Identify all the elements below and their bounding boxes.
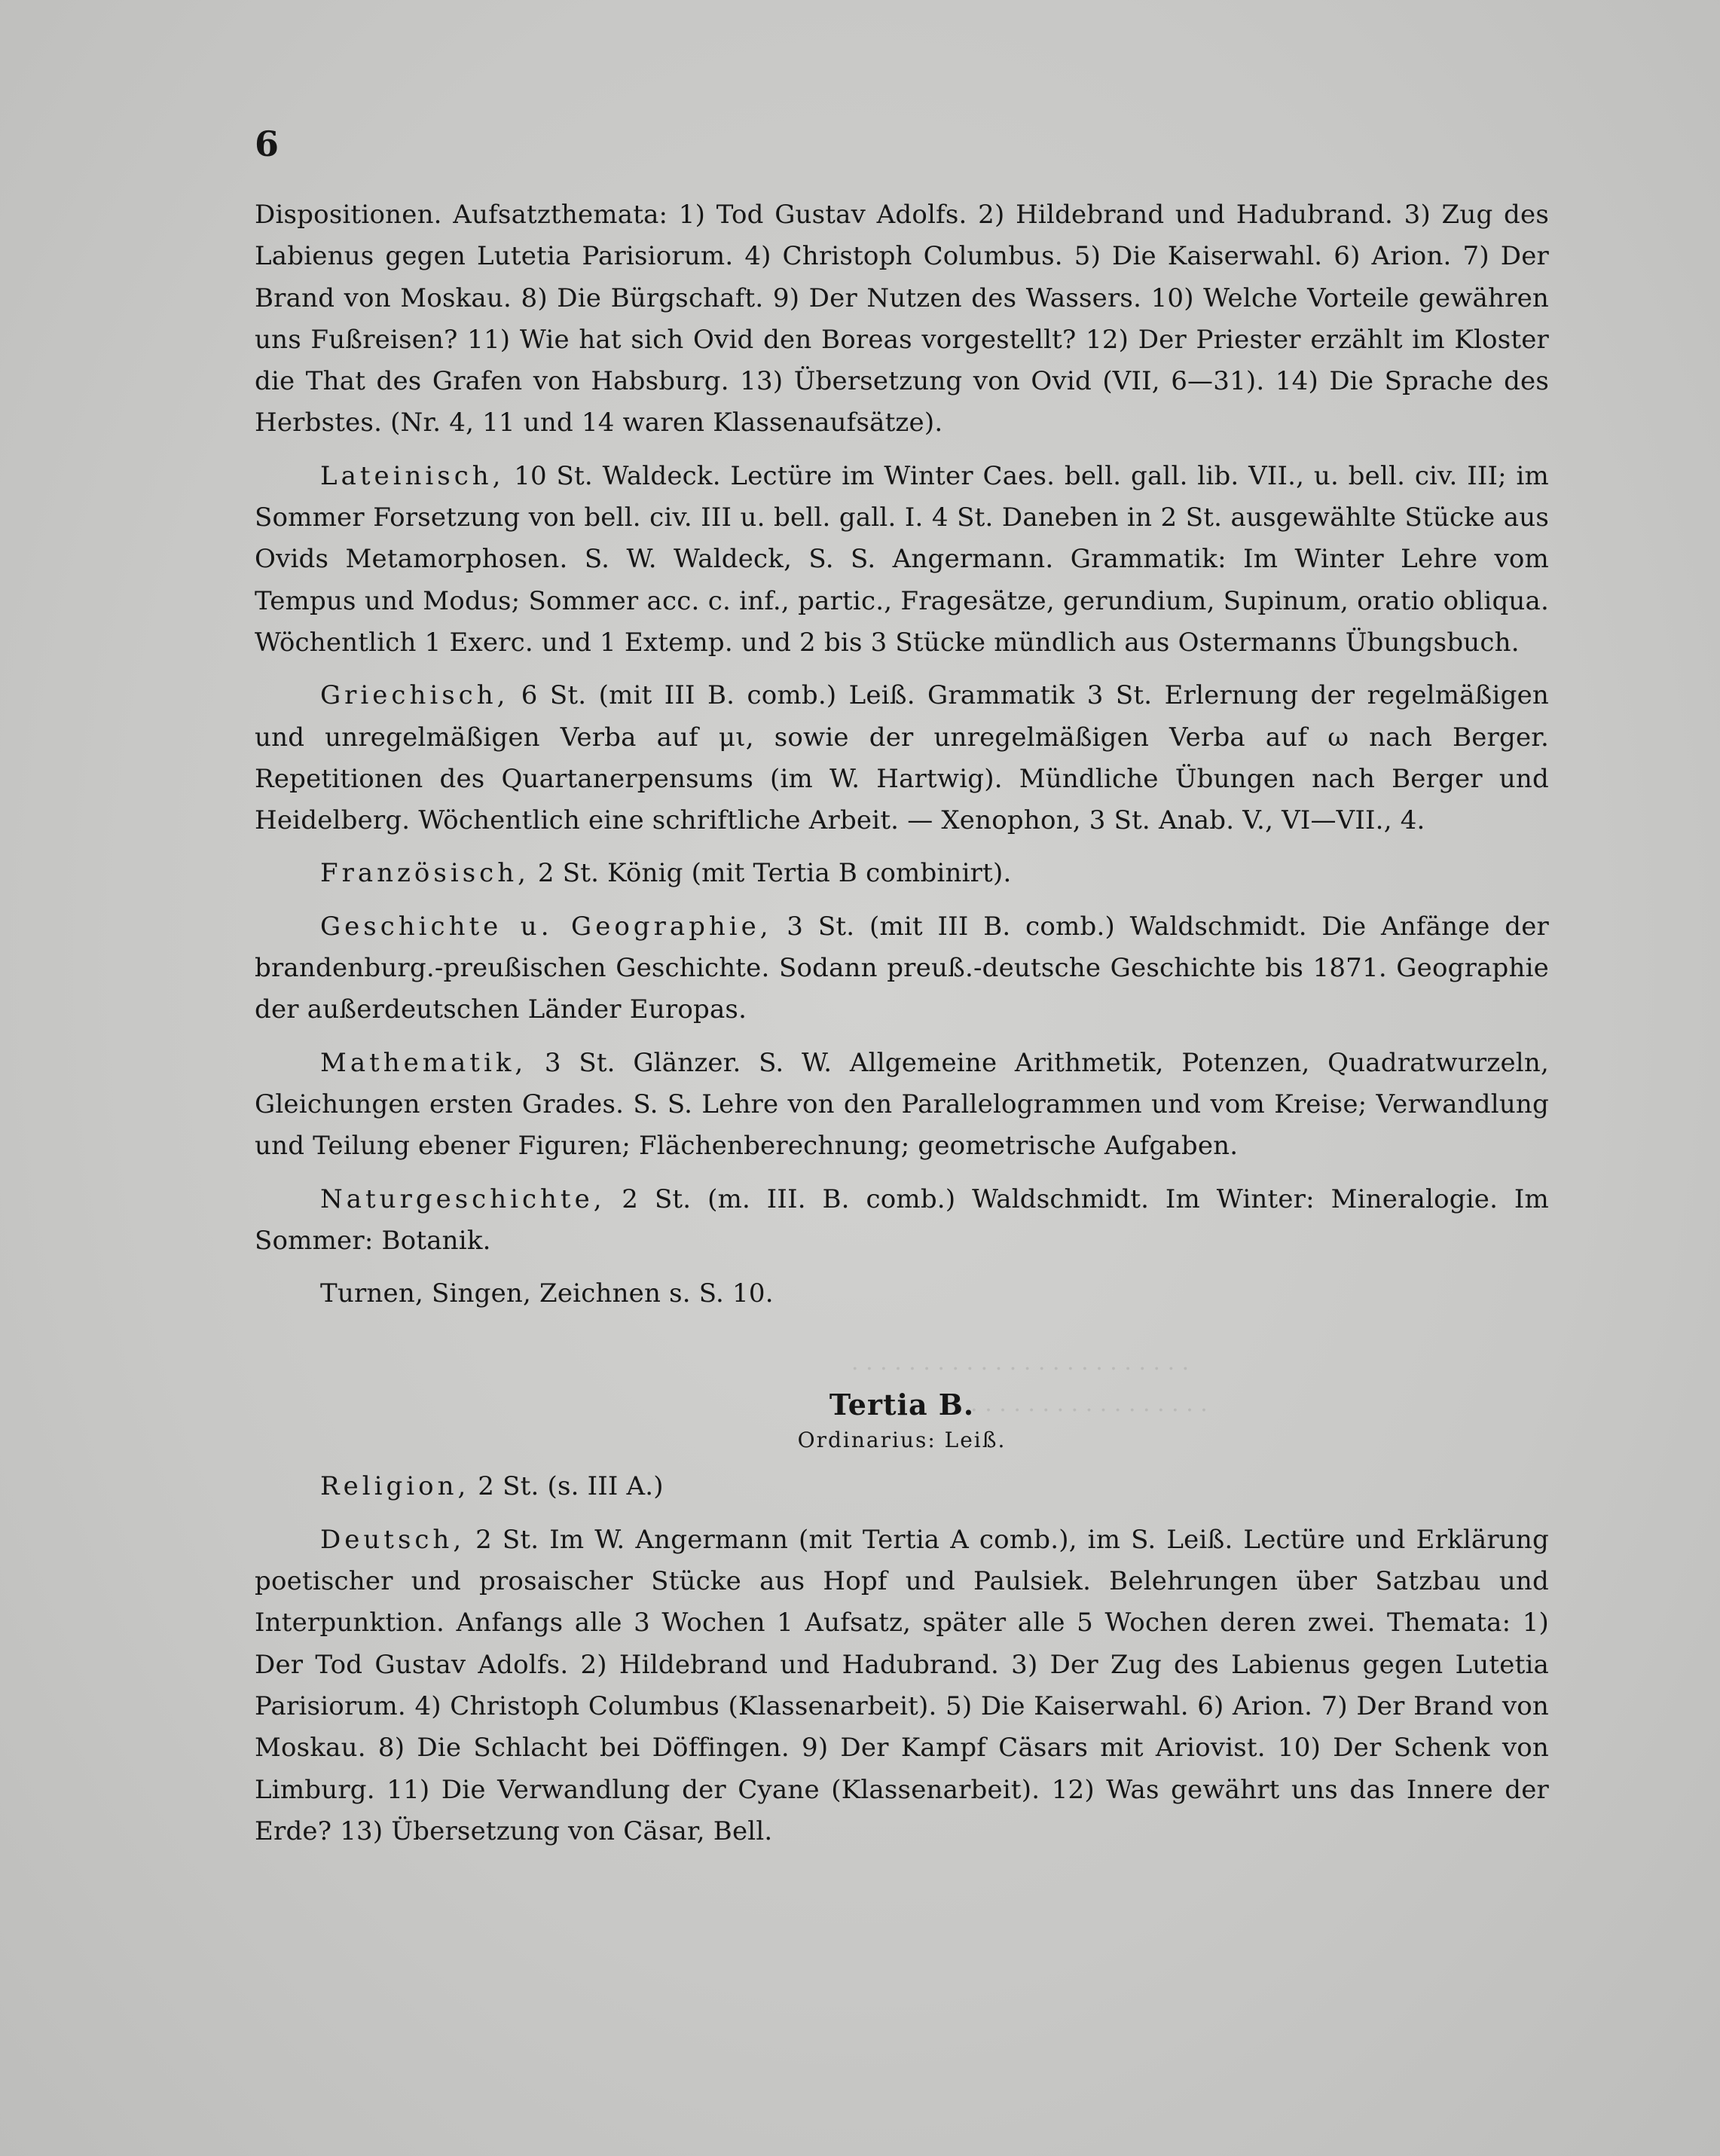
paragraph-geschichte [255, 906, 1549, 1031]
paragraph-dispositionen [255, 194, 1549, 444]
body-text-top [255, 194, 1549, 1864]
subject-heading: Mathematik, [320, 1047, 527, 1078]
paragraph-text: 2 St. (s. III A.) [469, 1471, 664, 1502]
paragraph-mathematik [255, 1043, 1549, 1168]
section-title: Tertia B. [829, 1388, 975, 1422]
bleed-through-text: · · · · · · · · · · · · · · · · · · · · · · · · [851, 1356, 1190, 1382]
subject-heading: Lateinisch, [320, 460, 505, 491]
paragraph-griechisch [255, 675, 1549, 841]
subject-heading: Französisch, [320, 858, 530, 889]
paragraph-turnen [255, 1273, 1549, 1315]
paragraph-naturgeschichte [255, 1179, 1549, 1263]
paragraph-deutsch [255, 1519, 1549, 1852]
paragraph-text: 2 St. Im W. Angermann (mit Tertia A comb.), im S. Leiß. Lectüre und Erklärung poetischer und prosaischer Stücke aus Hopf und Paulsiek. Belehrungen über Satzbau und Interpunktion. Anfangs alle 3 Wochen 1 Aufsatz, später alle 5 Wochen deren zwei. Themata: 1) Der Tod Gustav Adolfs. 2) Hildebrand und Hadubrand. 3) Der Zug des Labienus gegen Lutetia Parisiorum. 4) Christoph Columbus (Klassenarbeit). 5) Die Kaiserwahl. 6) Arion. 7) Der Brand von Moskau. 8) Die Schlacht bei Döffingen. 9) Der Kampf Cäsars mit Ariovist. 10) Der Schenk von Limburg. 11) Die Verwandlung der Cyane (Klassenarbeit). 12) Was gewährt uns das Innere der Erde? 13) Übersetzung von Cäsar, Bell. [255, 1524, 1549, 1846]
paragraph-text: 10 St. Waldeck. Lectüre im Winter Caes. bell. gall. lib. VII., u. bell. civ. III; im Sommer Forsetzung von bell. civ. III u. bell. gall. I. 4 St. Daneben in 2 St. ausgewählte Stücke aus Ovids Metamorphosen. S. W. Waldeck, S. S. Angermann. Grammatik: Im Winter Lehre vom Tempus und Modus; Sommer acc. c. inf., partic., Fragesätze, gerundium, Supinum, oratio obliqua. Wöchentlich 1 Exerc. und 1 Extemp. und 2 bis 3 Stücke mündlich aus Ostermanns Übungsbuch. [255, 460, 1549, 658]
paragraph-lateinisch [255, 456, 1549, 664]
paragraph-religion [255, 1466, 1549, 1507]
page-number: 6 [255, 124, 280, 164]
subject-heading: Deutsch, [320, 1524, 466, 1555]
paragraph-text: Turnen, Singen, Zeichnen s. S. 10. [320, 1278, 774, 1309]
subject-heading: Griechisch, [320, 680, 509, 711]
bleed-through-text: · · · · · · · · · · · · · · · · · · · [942, 1397, 1208, 1424]
section-subtitle: Ordinarius: Leiß. [797, 1428, 1007, 1453]
paragraph-text: 3 St. Glänzer. S. W. Allgemeine Arithmetik, Potenzen, Quadratwurzeln, Gleichungen ersten Grades. S. S. Lehre von den Parallelogrammen und vom Kreise; Verwandlung und Teilung ebener Figuren; Flächenberechnung; geometrische Aufgaben. [255, 1047, 1549, 1162]
paragraph-franzoesisch [255, 853, 1549, 894]
subject-heading: Geschichte u. Geographie, [320, 911, 772, 942]
paragraph-text: 3 St. (mit III B. comb.) Waldschmidt. Die Anfänge der brandenburg.-preußischen Geschichte. Sodann preuß.-deutsche Geschichte bis 1871. Geographie der außerdeutschen Länder Europas. [255, 911, 1549, 1025]
subject-heading: Naturgeschichte, [320, 1183, 606, 1214]
subject-heading: Religion, [320, 1471, 470, 1502]
paragraph-text: 2 St. König (mit Tertia B combinirt). [529, 858, 1012, 889]
paragraph-text: 2 St. (m. III. B. comb.) Waldschmidt. Im Winter: Mineralogie. Im Sommer: Botanik. [255, 1183, 1549, 1256]
paragraph-text: Dispositionen. Aufsatzthemata: 1) Tod Gustav Adolfs. 2) Hildebrand und Hadubrand. 3) Zug des Labienus gegen Lutetia Parisiorum. 4) Christoph Columbus. 5) Die Kaiserwahl. 6) Arion. 7) Der Brand von Moskau. 8) Die Bürgschaft. 9) Der Nutzen des Wassers. 10) Welche Vorteile gewähren uns Fußreisen? 11) Wie hat sich Ovid den Boreas vorgestellt? 12) Der Priester erzählt im Kloster die That des Grafen von Habsburg. 13) Übersetzung von Ovid (VII, 6—31). 14) Die Sprache des Herbstes. (Nr. 4, 11 und 14 waren Klassenaufsätze). [255, 200, 1549, 438]
paragraph-text: 6 St. (mit III B. comb.) Leiß. Grammatik 3 St. Erlernung der regelmäßigen und unregelmäßigen Verba auf μι, sowie der unregelmäßigen Verba auf ω nach Berger. Repetitionen des Quartanerpensums (im W. Hartwig). Mündliche Übungen nach Berger und Heidelberg. Wöchentlich eine schriftliche Arbeit. — Xenophon, 3 St. Anab. V., VI—VII., 4. [255, 680, 1549, 836]
